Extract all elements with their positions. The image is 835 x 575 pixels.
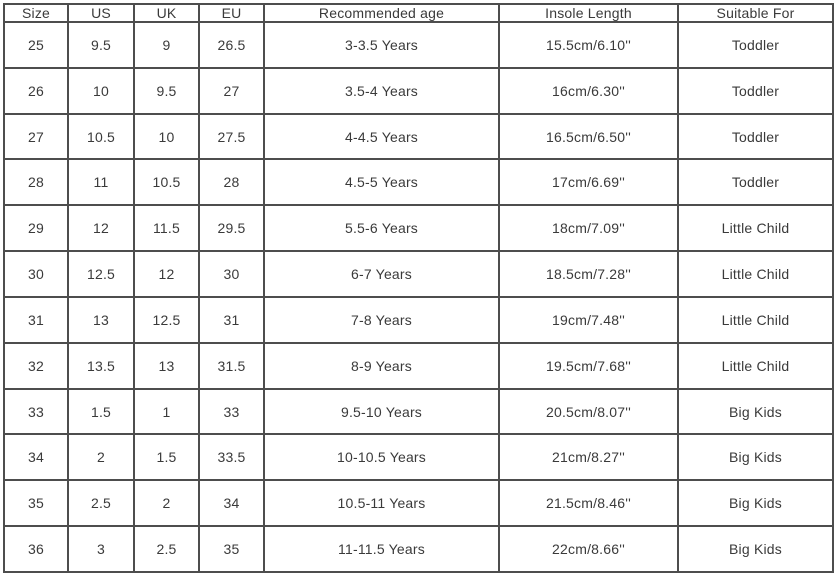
col-header-uk: UK — [134, 4, 199, 22]
table-cell: 4-4.5 Years — [264, 114, 499, 160]
table-row — [4, 159, 833, 205]
table-cell: 3-3.5 Years — [264, 22, 499, 68]
table-cell: 30 — [4, 251, 68, 297]
table-row — [4, 526, 833, 572]
table-cell: Big Kids — [678, 526, 833, 572]
table-row — [4, 68, 833, 114]
table-row — [4, 343, 833, 389]
table-cell: 27.5 — [199, 114, 264, 160]
table-cell: Little Child — [678, 297, 833, 343]
table-cell: 9 — [134, 22, 199, 68]
col-header-eu: EU — [199, 4, 264, 22]
table-cell: 26.5 — [199, 22, 264, 68]
table-cell: 6-7 Years — [264, 251, 499, 297]
table-cell: 10 — [68, 68, 134, 114]
table-row — [4, 205, 833, 251]
table-cell: 15.5cm/6.10'' — [499, 22, 678, 68]
table-cell: 1 — [134, 389, 199, 435]
table-cell: 13 — [68, 297, 134, 343]
table-cell: 11.5 — [134, 205, 199, 251]
table-cell: 32 — [4, 343, 68, 389]
table-cell: 2 — [68, 434, 134, 480]
table-cell: 33 — [4, 389, 68, 435]
table-cell: 1.5 — [134, 434, 199, 480]
table-cell: 3 — [68, 526, 134, 572]
table-cell: Toddler — [678, 159, 833, 205]
table-cell: 35 — [4, 480, 68, 526]
table-header-row — [4, 4, 833, 22]
table-row — [4, 297, 833, 343]
table-cell: 13 — [134, 343, 199, 389]
table-cell: Toddler — [678, 22, 833, 68]
table-cell: Big Kids — [678, 434, 833, 480]
table-cell: 31 — [199, 297, 264, 343]
table-cell: 9.5 — [68, 22, 134, 68]
table-cell: 9.5 — [134, 68, 199, 114]
table-cell: 10-10.5 Years — [264, 434, 499, 480]
table-cell: Big Kids — [678, 389, 833, 435]
table-row — [4, 22, 833, 68]
table-cell: Toddler — [678, 68, 833, 114]
col-header-suitable-for: Suitable For — [678, 4, 833, 22]
table-cell: 28 — [199, 159, 264, 205]
table-cell: 10 — [134, 114, 199, 160]
table-cell: 28 — [4, 159, 68, 205]
table-cell: Toddler — [678, 114, 833, 160]
table-cell: 16.5cm/6.50'' — [499, 114, 678, 160]
table-cell: 26 — [4, 68, 68, 114]
col-header-recommended-age: Recommended age — [264, 4, 499, 22]
table-cell: 16cm/6.30'' — [499, 68, 678, 114]
col-header-insole-length: Insole Length — [499, 4, 678, 22]
table-cell: 5.5-6 Years — [264, 205, 499, 251]
table-cell: 33 — [199, 389, 264, 435]
table-cell: 10.5 — [134, 159, 199, 205]
table-cell: 30 — [199, 251, 264, 297]
table-cell: 4.5-5 Years — [264, 159, 499, 205]
table-row — [4, 251, 833, 297]
table-cell: 18cm/7.09'' — [499, 205, 678, 251]
table-header — [4, 4, 833, 22]
table-cell: 34 — [4, 434, 68, 480]
table-cell: 33.5 — [199, 434, 264, 480]
size-chart-table — [3, 3, 834, 573]
table-cell: 12.5 — [68, 251, 134, 297]
table-cell: 31 — [4, 297, 68, 343]
table-cell: 31.5 — [199, 343, 264, 389]
table-cell: 19cm/7.48'' — [499, 297, 678, 343]
table-cell: 3.5-4 Years — [264, 68, 499, 114]
table-cell: 36 — [4, 526, 68, 572]
table-cell: 9.5-10 Years — [264, 389, 499, 435]
table-cell: 11-11.5 Years — [264, 526, 499, 572]
table-cell: 1.5 — [68, 389, 134, 435]
table-cell: 34 — [199, 480, 264, 526]
table-cell: 18.5cm/7.28'' — [499, 251, 678, 297]
table-cell: 13.5 — [68, 343, 134, 389]
table-cell: 8-9 Years — [264, 343, 499, 389]
table-cell: 7-8 Years — [264, 297, 499, 343]
table-cell: 11 — [68, 159, 134, 205]
table-cell: 21cm/8.27'' — [499, 434, 678, 480]
table-cell: 10.5 — [68, 114, 134, 160]
table-cell: 35 — [199, 526, 264, 572]
table-cell: 29 — [4, 205, 68, 251]
table-cell: 12.5 — [134, 297, 199, 343]
table-cell: 2.5 — [134, 526, 199, 572]
table-cell: Little Child — [678, 251, 833, 297]
table-cell: 19.5cm/7.68'' — [499, 343, 678, 389]
table-cell: 29.5 — [199, 205, 264, 251]
table-cell: 27 — [4, 114, 68, 160]
table-cell: 25 — [4, 22, 68, 68]
table-cell: 10.5-11 Years — [264, 480, 499, 526]
table-cell: Big Kids — [678, 480, 833, 526]
table-cell: 22cm/8.66'' — [499, 526, 678, 572]
table-cell: 2.5 — [68, 480, 134, 526]
table-cell: Little Child — [678, 343, 833, 389]
col-header-size: Size — [4, 4, 68, 22]
table-cell: 27 — [199, 68, 264, 114]
table-row — [4, 480, 833, 526]
table-cell: 17cm/6.69'' — [499, 159, 678, 205]
table-row — [4, 389, 833, 435]
table-cell: 12 — [134, 251, 199, 297]
table-cell: 2 — [134, 480, 199, 526]
table-cell: Little Child — [678, 205, 833, 251]
table-cell: 20.5cm/8.07'' — [499, 389, 678, 435]
table-body — [4, 22, 833, 572]
table-cell: 21.5cm/8.46'' — [499, 480, 678, 526]
table-row — [4, 434, 833, 480]
col-header-us: US — [68, 4, 134, 22]
table-cell: 12 — [68, 205, 134, 251]
table-row — [4, 114, 833, 160]
